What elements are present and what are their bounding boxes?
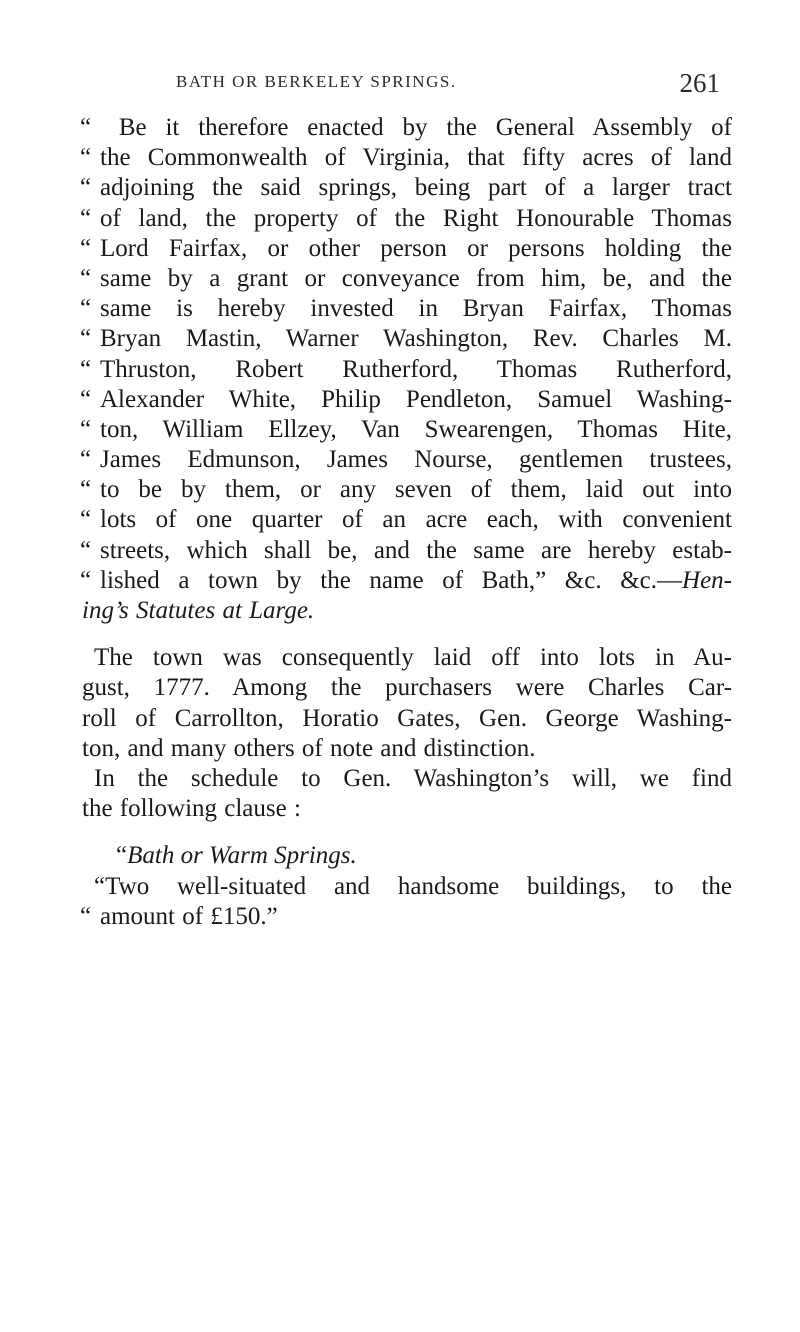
- paragraph-line: ton, and many others of note and distinction.: [82, 734, 536, 762]
- citation-start: Hen-: [682, 566, 732, 594]
- narrative-paragraph: [82, 643, 732, 824]
- running-head-title: BATH OR BERKELEY SPRINGS.: [176, 72, 457, 91]
- paragraph-line: The town was consequently laid off into lots in Au-: [94, 644, 732, 672]
- statute-line: “ Be it therefore enacted by the General Assembly of: [80, 114, 732, 141]
- statute-line: “ of land, the property of the Right Honourable Thomas: [80, 204, 732, 232]
- statute-line: “ streets, which shall be, and the same are hereby estab-: [80, 536, 732, 564]
- statute-line: “ same by a grant or conveyance from him, be, and the: [80, 264, 732, 292]
- paragraph-line: gust, 1777. Among the purchasers were Charles Car-: [82, 674, 732, 702]
- page-number: 261: [679, 68, 720, 98]
- statute-line: “ lished a town by the name of Bath,” &c. &c.—Hen-: [80, 566, 732, 594]
- statute-line: “ Lord Fairfax, or other person or persons holding the: [80, 234, 732, 262]
- statute-line: “ adjoining the said springs, being part of a larger tract: [80, 174, 732, 202]
- running-head: [170, 68, 720, 102]
- statute-quotation: [82, 113, 732, 626]
- spacer: [82, 824, 732, 841]
- paragraph-line: In the schedule to Gen. Washington’s will, we find: [94, 764, 732, 792]
- statute-line: “ James Edmunson, James Nourse, gentlemen trustees,: [80, 446, 732, 474]
- clause-heading: “Bath or Warm Springs.: [116, 842, 357, 870]
- statute-line: “ to be by them, or any seven of them, laid out into: [80, 476, 732, 504]
- clause-line: “Two well-situated and handsome buildings, to the: [94, 872, 732, 900]
- will-clause: [82, 841, 732, 932]
- spacer: [82, 626, 732, 643]
- paragraph-line: the following clause :: [82, 795, 301, 823]
- statute-line: “ the Commonwealth of Virginia, that fifty acres of land: [80, 144, 732, 172]
- paragraph-line: roll of Carrollton, Horatio Gates, Gen. George Washing-: [82, 704, 732, 732]
- statute-line: “ Alexander White, Philip Pendleton, Samuel Washing-: [80, 385, 732, 413]
- clause-line: “ amount of £150.”: [80, 902, 278, 930]
- statute-line: “ ton, William Ellzey, Van Swearengen, Thomas Hite,: [80, 415, 732, 443]
- statute-line: “ same is hereby invested in Bryan Fairfax, Thomas: [80, 295, 732, 323]
- body-text: [82, 113, 732, 932]
- statute-line: “ Thruston, Robert Rutherford, Thomas Rutherford,: [80, 355, 732, 383]
- citation-end: ing’s Statutes at Large.: [82, 597, 315, 624]
- statute-line: “ lots of one quarter of an acre each, with convenient: [80, 506, 732, 534]
- statute-line: “ Bryan Mastin, Warner Washington, Rev. Charles M.: [80, 325, 732, 353]
